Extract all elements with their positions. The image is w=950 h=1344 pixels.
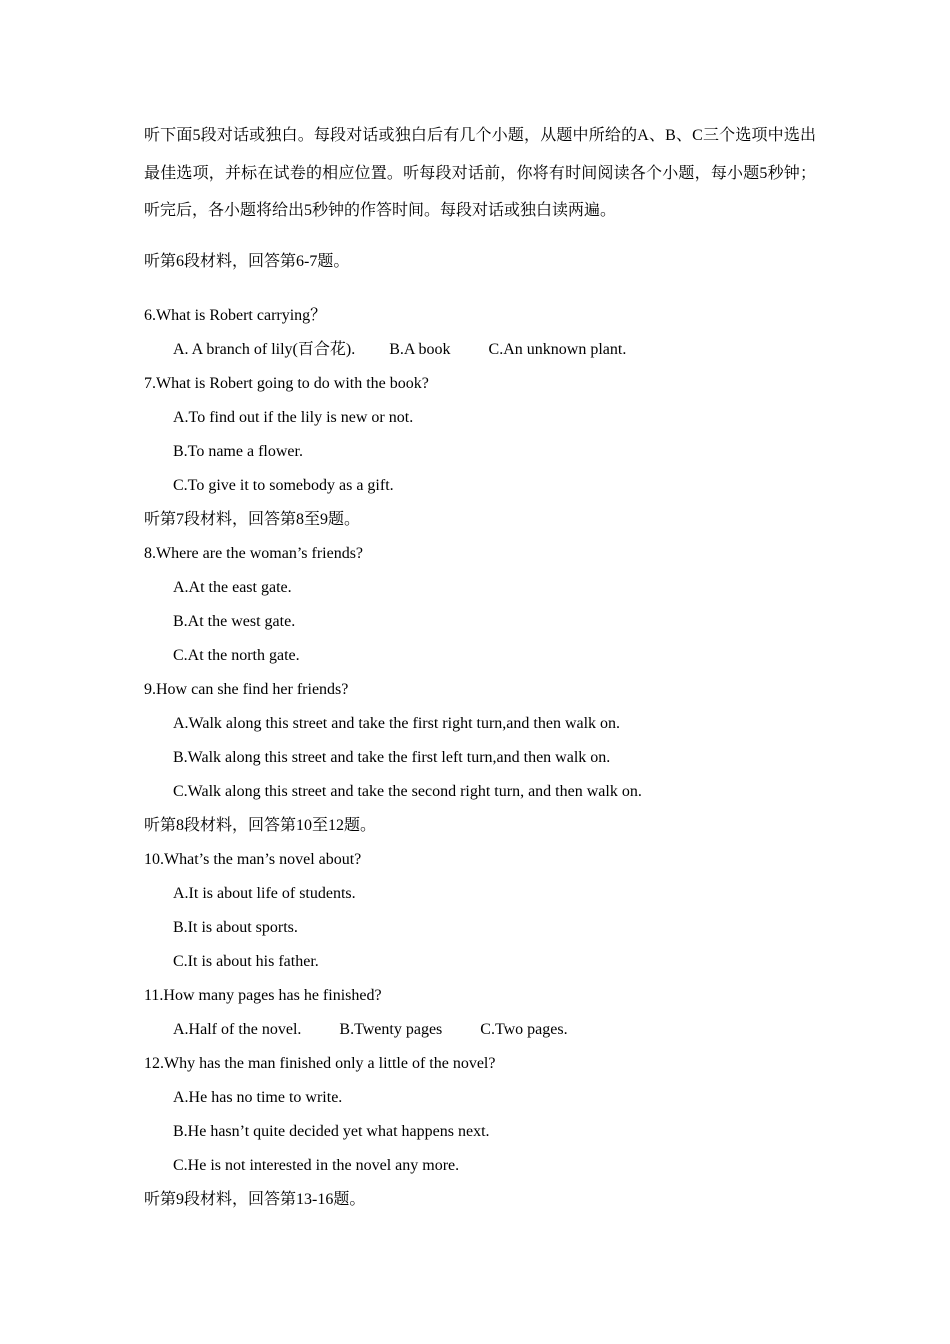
question-stem: 11.How many pages has he finished? <box>144 986 382 1004</box>
question-stem: 8.Where are the woman’s friends? <box>144 544 364 562</box>
question-stem: 12.Why has the man finished only a little of the novel? <box>144 1054 496 1072</box>
option: B.To name a flower. <box>173 442 303 460</box>
question-stem: 7.What is Robert going to do with the book? <box>144 374 429 392</box>
option: B.At the west gate. <box>173 612 296 630</box>
option: A.It is about life of students. <box>173 884 356 902</box>
question-stem: 9.How can she find her friends? <box>144 680 349 698</box>
section-heading: 听第6段材料，回答第6-7题。 <box>144 252 350 270</box>
option: B.Walk along this street and take the first left turn,and then walk on. <box>173 748 611 766</box>
section-heading: 听第9段材料，回答第13-16题。 <box>144 1190 366 1208</box>
option: B.He hasn’t quite decided yet what happens next. <box>173 1122 490 1140</box>
option: A.Walk along this street and take the first right turn,and then walk on. <box>173 714 621 732</box>
option: A.At the east gate. <box>173 578 292 596</box>
option: A.Half of the novel. <box>173 1020 302 1038</box>
section-heading: 听第7段材料，回答第8至9题。 <box>144 510 361 528</box>
option: A.He has no time to write. <box>173 1088 343 1106</box>
option: B.A book <box>389 340 451 358</box>
option: B.Twenty pages <box>339 1020 443 1038</box>
section-heading: 听第8段材料，回答第10至12题。 <box>144 816 377 834</box>
option: B.It is about sports. <box>173 918 298 936</box>
question-stem: 6.What is Robert carrying？ <box>144 306 327 324</box>
option: C.An unknown plant. <box>488 340 627 358</box>
instructions: 听下面5段对话或独白。每段对话或独白后有几个小题，从题中所给的A、B、C三个选项中选出最佳选项，并标在试卷的相应位置。听每段对话前，你将有时间阅读各个小题，每小题5秒钟；听完后，各小题将给出5秒钟的作答时间。每段对话或独白读两遍。 <box>144 127 816 219</box>
option: C.At the north gate. <box>173 646 300 664</box>
option: C.Two pages. <box>480 1020 568 1038</box>
option: A.To find out if the lily is new or not. <box>173 408 414 426</box>
option: C.Walk along this street and take the second right turn, and then walk on. <box>173 782 642 800</box>
option-row <box>144 333 816 367</box>
option: A. A branch of lily(百合花). <box>173 340 356 358</box>
document-page <box>144 117 816 1217</box>
option: C.It is about his father. <box>173 952 319 970</box>
option: C.He is not interested in the novel any more. <box>173 1156 460 1174</box>
option: C.To give it to somebody as a gift. <box>173 476 394 494</box>
option-row <box>144 1013 816 1047</box>
question-stem: 10.What’s the man’s novel about? <box>144 850 362 868</box>
